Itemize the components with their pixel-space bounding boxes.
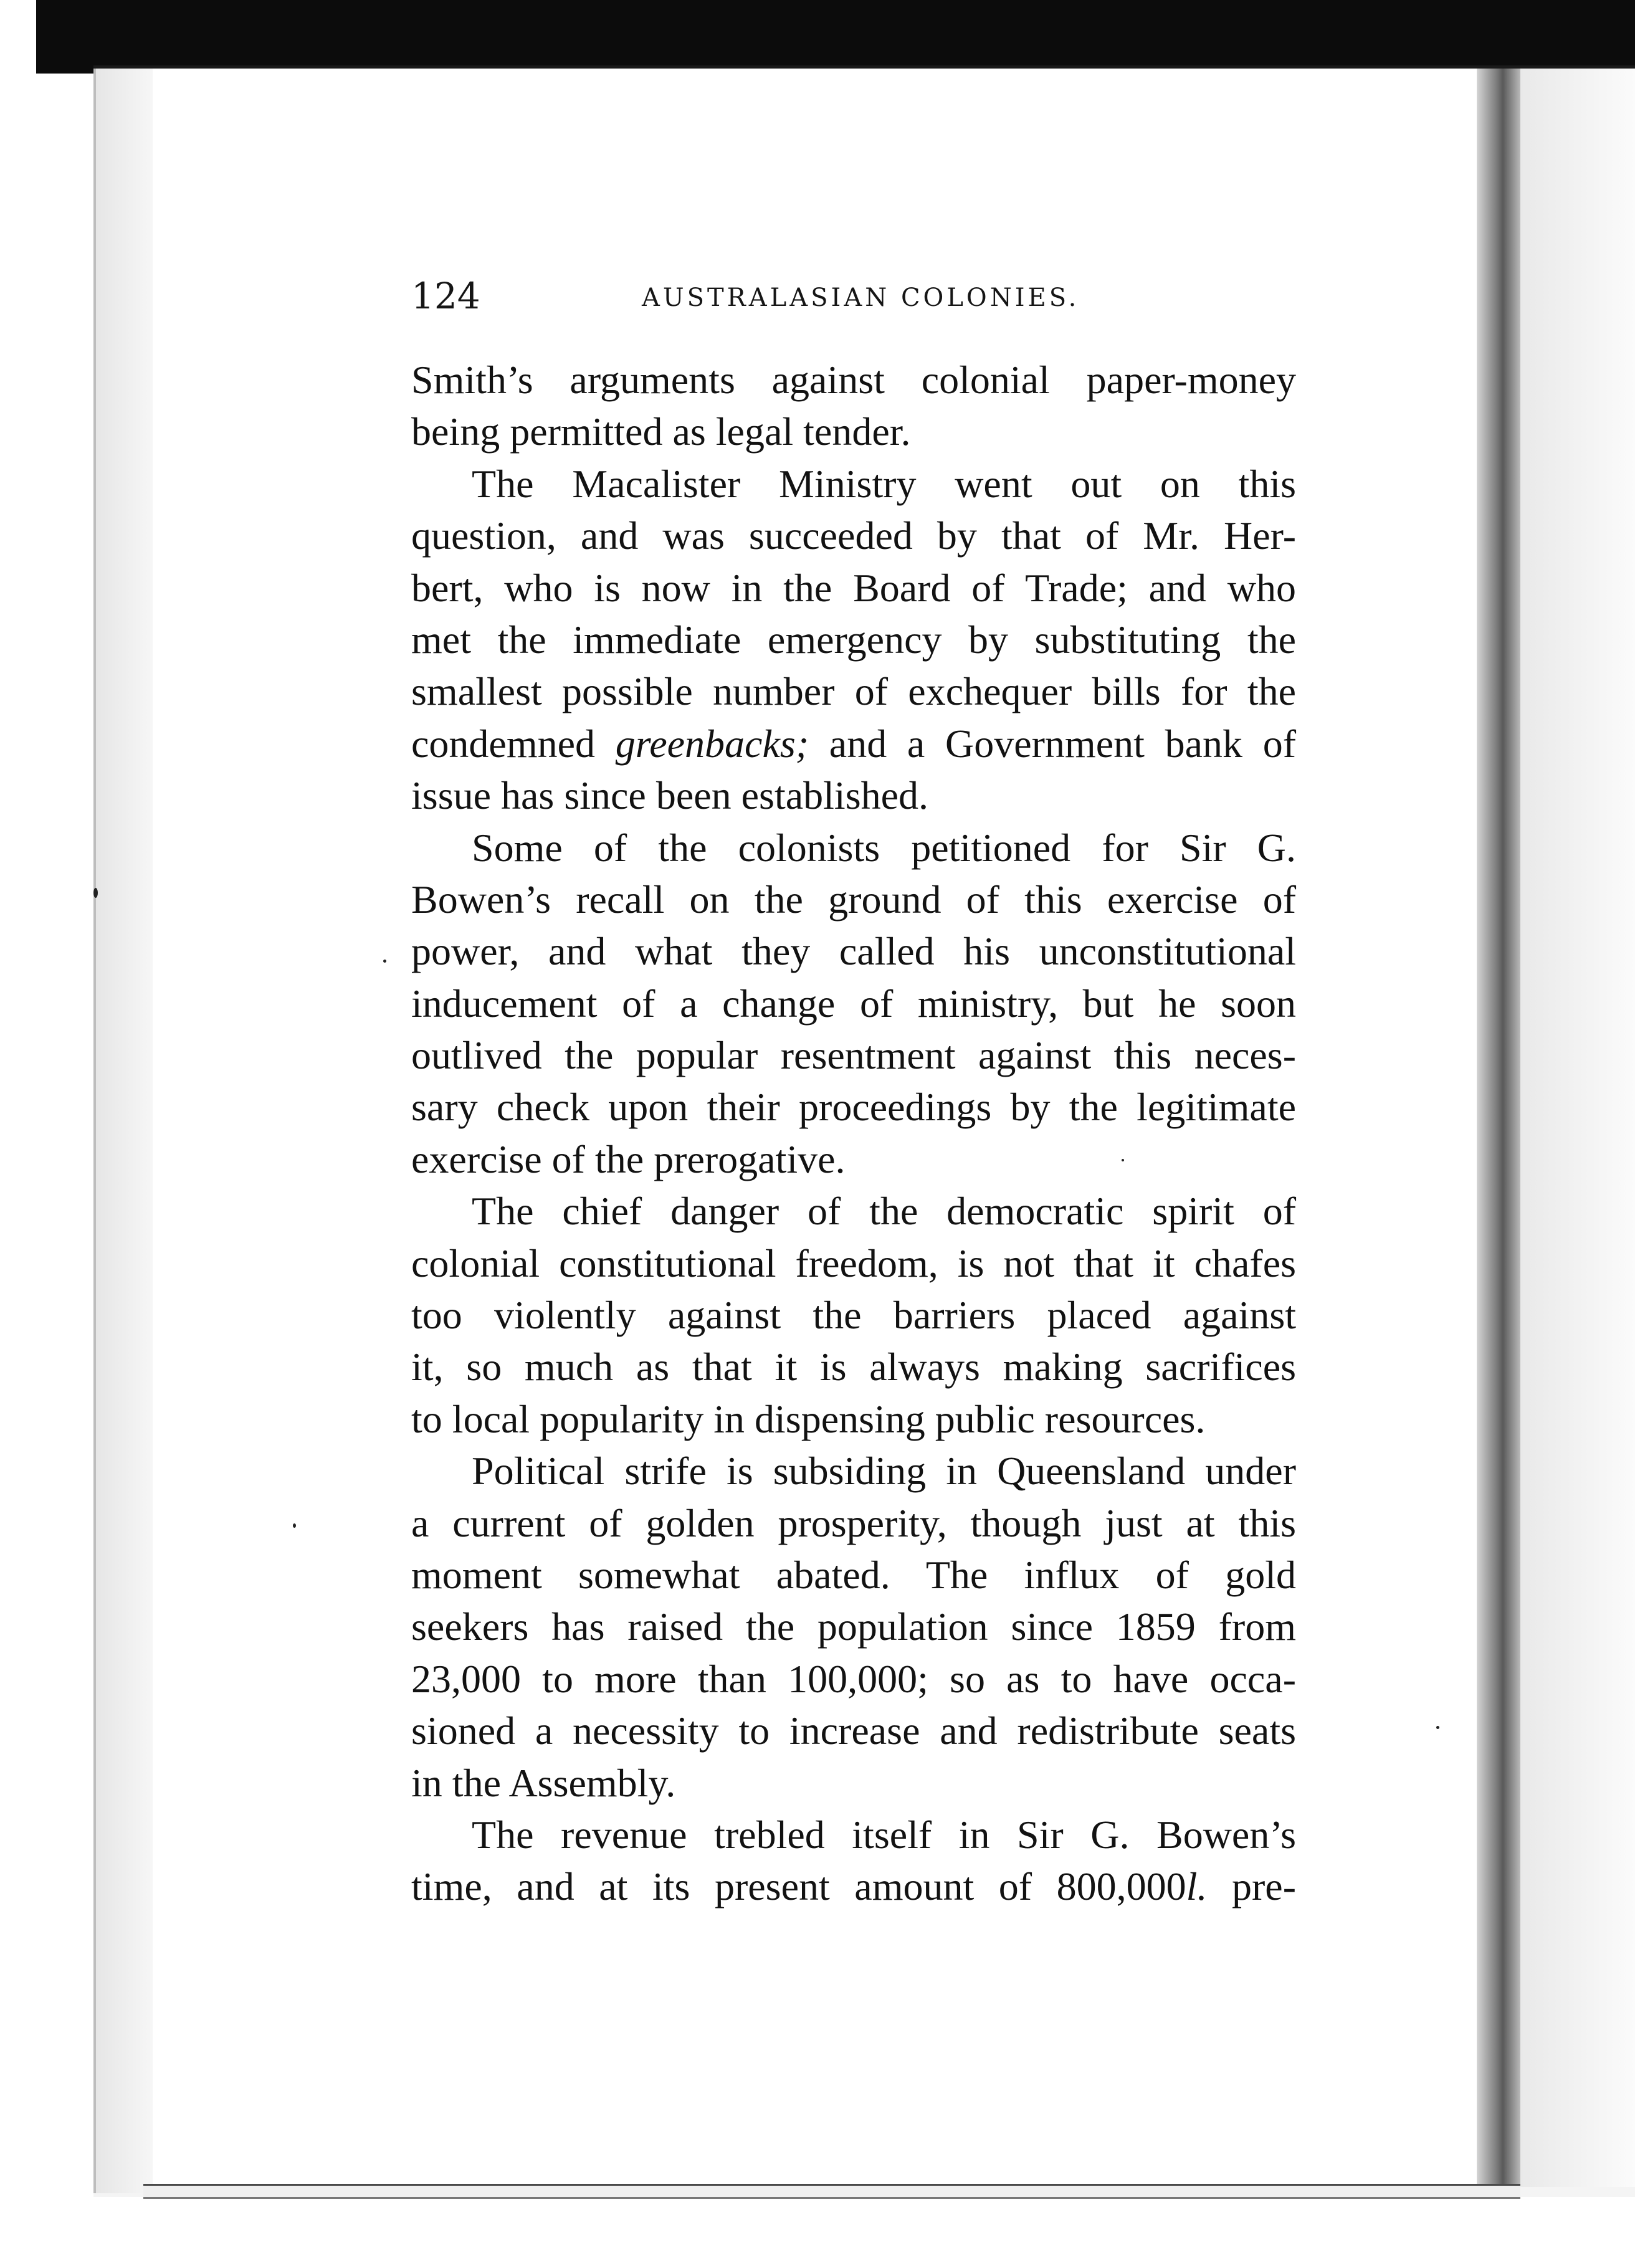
page-header bbox=[411, 274, 1296, 318]
text-segment: pre- bbox=[1231, 1864, 1297, 1909]
italic-abbrev: l. bbox=[1186, 1864, 1208, 1909]
page-edge-left bbox=[93, 69, 155, 2193]
text-line: to local popularity in dispensing public resources. bbox=[411, 1396, 1206, 1441]
text-line: Political strife is subsiding in Queensland under bbox=[472, 1449, 1296, 1494]
text-segment: and a Government bank of bbox=[829, 721, 1297, 766]
scan-speck bbox=[1122, 1159, 1124, 1161]
scan-top-border bbox=[0, 0, 1635, 74]
text-line: sioned a necessity to increase and redistribute seats bbox=[411, 1708, 1296, 1753]
text-line: bert, who is now in the Board of Trade; and who bbox=[411, 565, 1296, 610]
body-text bbox=[411, 354, 1296, 1913]
book-spine-shadow bbox=[1477, 69, 1520, 2187]
text-line: outlived the popular resentment against this neces- bbox=[411, 1033, 1296, 1078]
text-line: Smith’s arguments against colonial paper-money bbox=[411, 358, 1296, 402]
text-line: issue has since been established. bbox=[411, 773, 928, 818]
page-number: 124 bbox=[411, 275, 480, 317]
italic-word: greenbacks; bbox=[615, 721, 809, 766]
text-line: moment somewhat abated. The influx of gold bbox=[411, 1552, 1296, 1597]
text-line: The chief danger of the democratic spirit of bbox=[472, 1189, 1296, 1234]
text-line: power, and what they called his unconstitutional bbox=[411, 929, 1296, 974]
text-line bbox=[411, 718, 1296, 770]
scan-speck bbox=[383, 960, 386, 963]
text-line: in the Assembly. bbox=[411, 1760, 676, 1805]
text-line: Bowen’s recall on the ground of this exercise of bbox=[411, 877, 1296, 922]
text-line bbox=[411, 1861, 1296, 1912]
text-line: colonial constitutional freedom, is not that it chafes bbox=[411, 1241, 1296, 1285]
scan-speck bbox=[1436, 1726, 1439, 1729]
text-line: it, so much as that it is always making sacrifices bbox=[411, 1345, 1296, 1389]
text-line: smallest possible number of exchequer bills for the bbox=[411, 669, 1296, 714]
text-line: The Macalister Ministry went out on this bbox=[472, 461, 1296, 506]
text-line: inducement of a change of ministry, but he soon bbox=[411, 981, 1296, 1026]
scan-left-margin bbox=[0, 0, 36, 2268]
text-segment: condemned bbox=[411, 721, 595, 766]
text-line: met the immediate emergency by substituting the bbox=[411, 617, 1296, 662]
text-line: exercise of the prerogative. bbox=[411, 1136, 846, 1181]
text-line: 23,000 to more than 100,000; so as to have occa- bbox=[411, 1656, 1296, 1701]
text-line: being permitted as legal tender. bbox=[411, 409, 911, 454]
text-line: Some of the colonists petitioned for Sir G. bbox=[472, 825, 1296, 870]
text-segment: time, and at its present amount of 800,000 bbox=[411, 1864, 1186, 1909]
text-line: too violently against the barriers placed against bbox=[411, 1293, 1296, 1338]
scan-speck bbox=[293, 1523, 296, 1528]
running-head: AUSTRALASIAN COLONIES. bbox=[642, 284, 1080, 312]
scan-speck bbox=[93, 888, 98, 898]
text-line: a current of golden prosperity, though just at this bbox=[411, 1500, 1296, 1545]
text-line: question, and was succeeded by that of Mr. Her- bbox=[411, 513, 1296, 558]
page-bottom-edge bbox=[143, 2184, 1520, 2199]
facing-page-edge bbox=[1520, 69, 1635, 2187]
text-line: sary check upon their proceedings by the legitimate bbox=[411, 1085, 1296, 1130]
text-line: The revenue trebled itself in Sir G. Bowen’s bbox=[472, 1812, 1296, 1857]
text-line: seekers has raised the population since 1859 from bbox=[411, 1604, 1296, 1649]
